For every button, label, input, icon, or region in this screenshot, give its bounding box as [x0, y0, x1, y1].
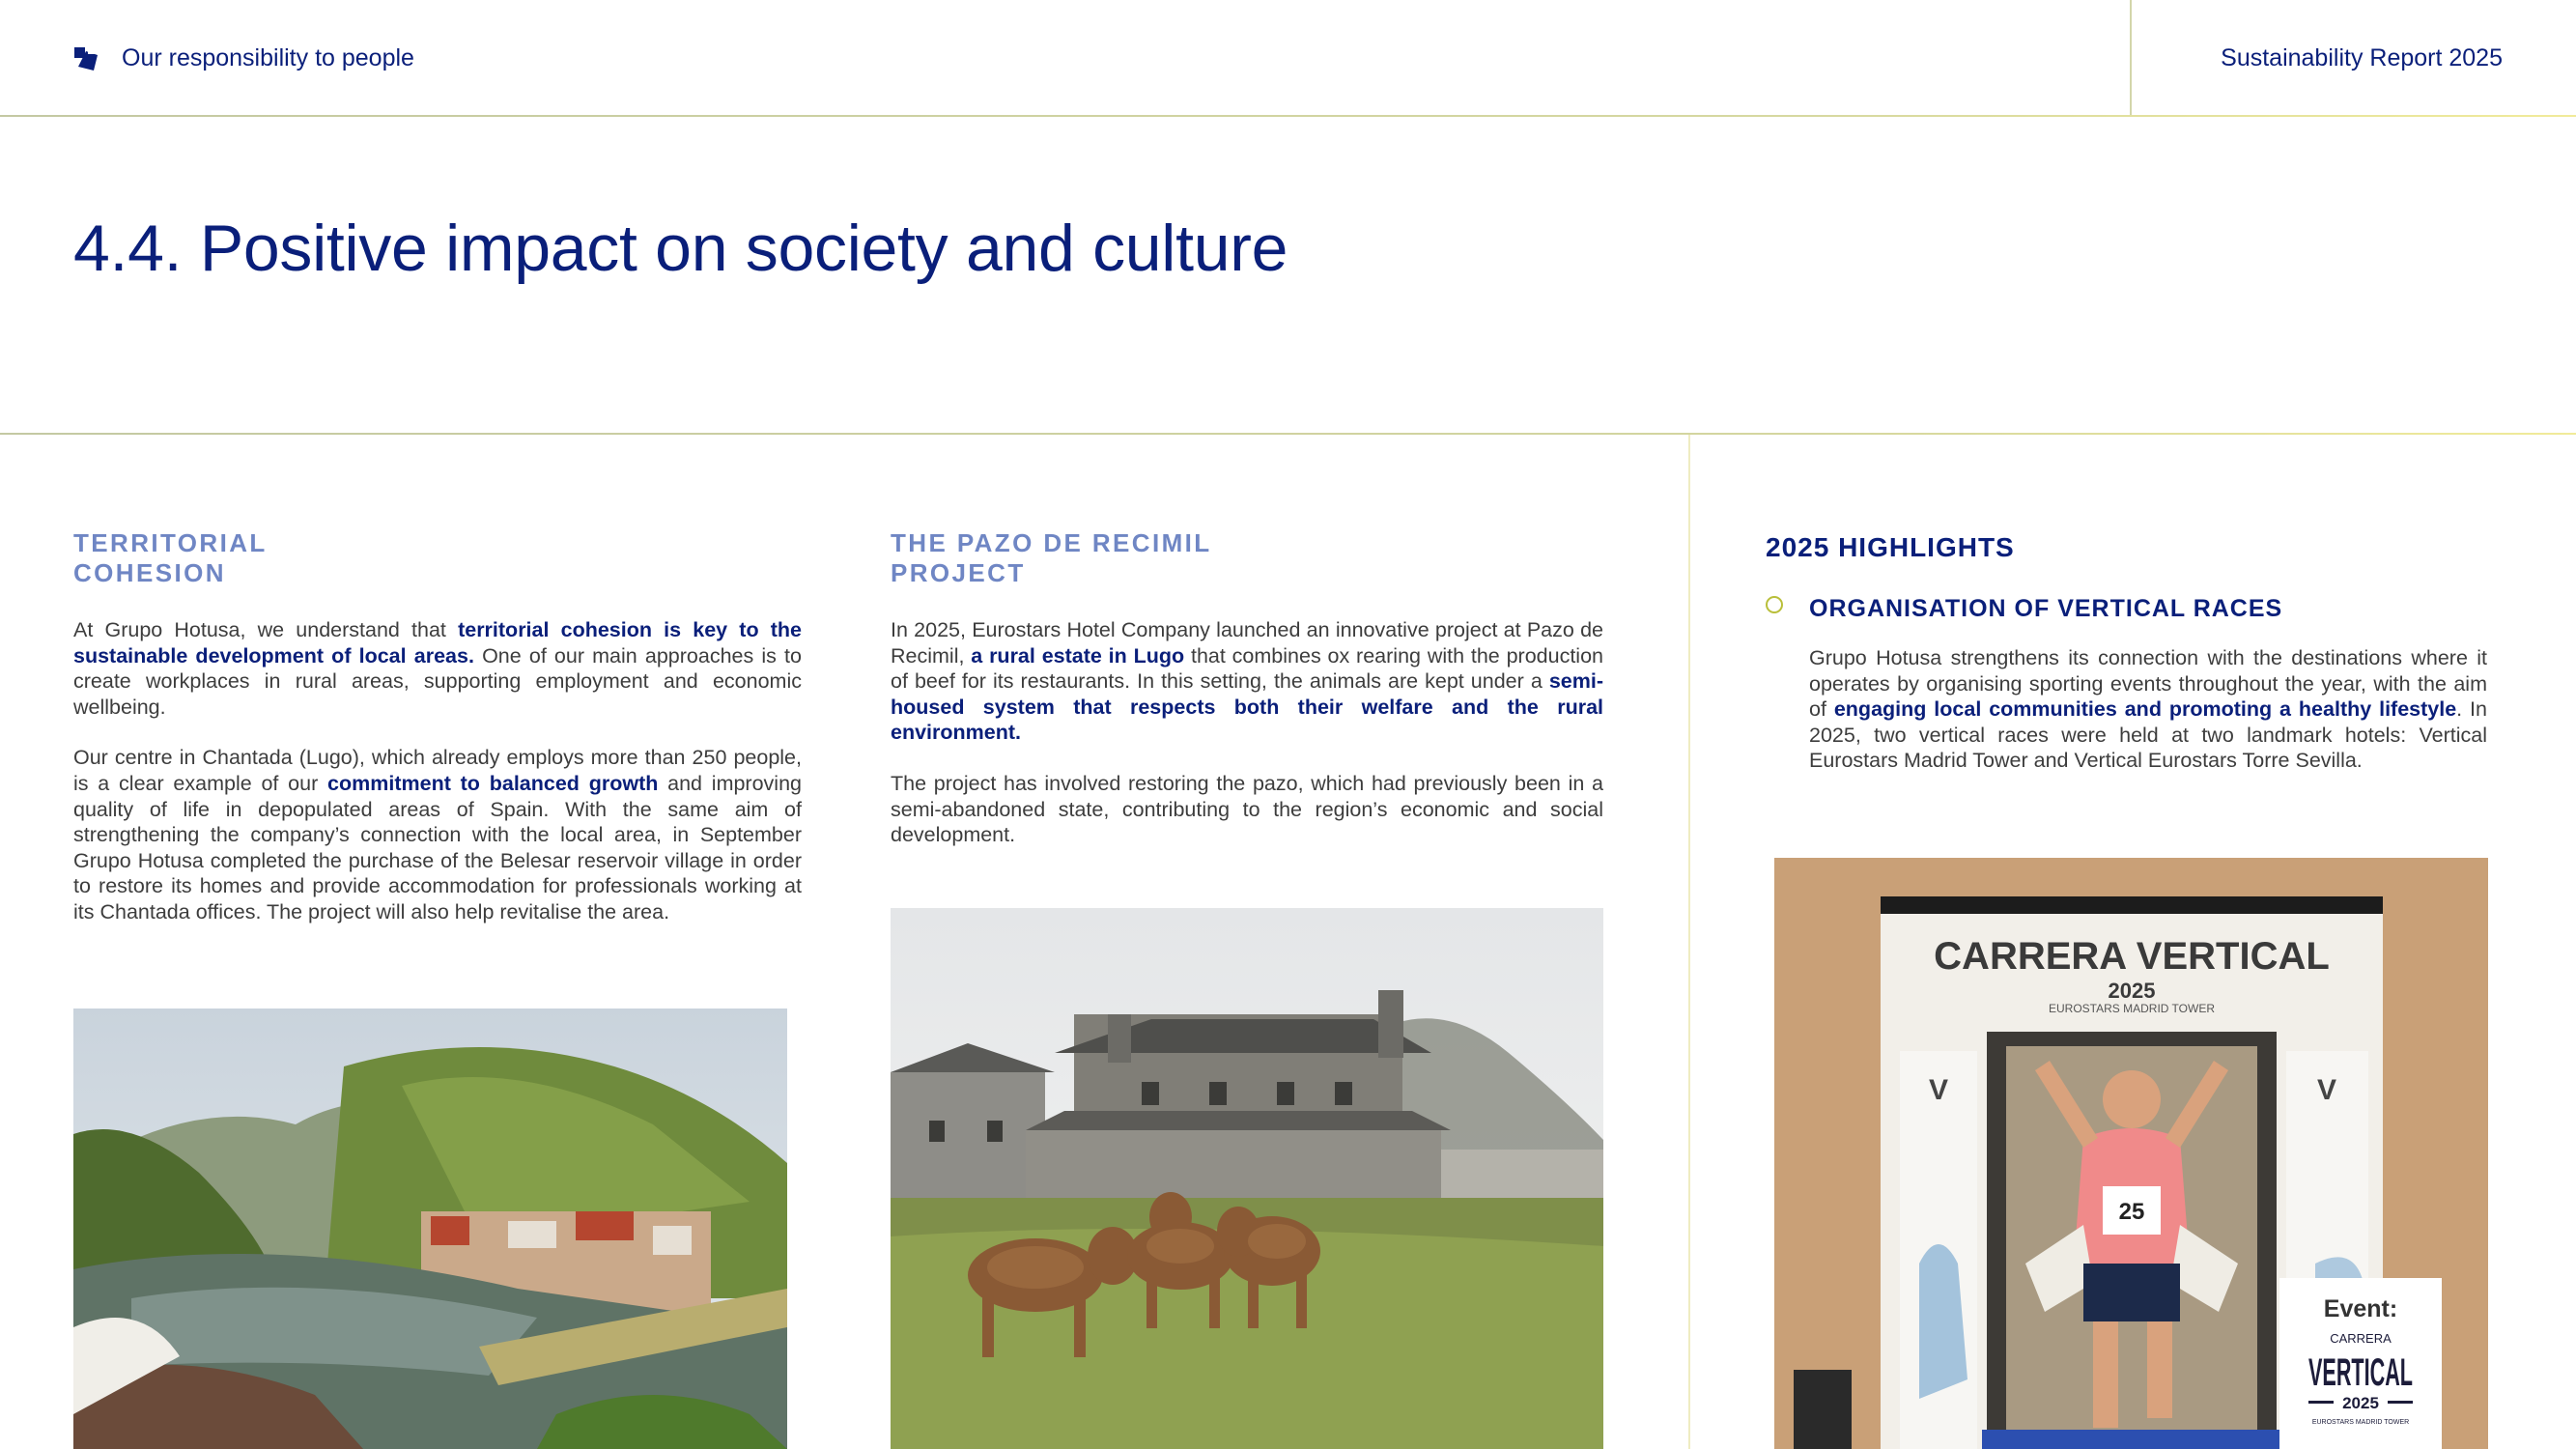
pazo-recimil-section [891, 528, 1603, 873]
highlight-text: commitment to balanced growth [327, 771, 659, 795]
pazo-heading [891, 528, 1603, 588]
header-divider [2130, 0, 2132, 116]
event-logo-year: 2025 [2342, 1394, 2379, 1412]
svg-text:V: V [2316, 1074, 2337, 1106]
title-rule [0, 433, 2576, 435]
highlights-title: 2025 HIGHLIGHTS [1766, 532, 2015, 562]
page-title: 4.4. Positive impact on society and culture [73, 212, 1288, 285]
vertical-race-logo [2303, 1329, 2419, 1435]
territorial-heading-line1: TERRITORIAL [73, 528, 268, 557]
text-run: Our centre in Chantada (Lugo), which already employs more than 250 people, is a clear example of our [73, 746, 802, 795]
event-card [2279, 1278, 2442, 1449]
report-title: Sustainability Report 2025 [2221, 44, 2503, 71]
territorial-paragraph-2 [73, 745, 802, 924]
bullet-circle-icon [1766, 596, 1783, 613]
highlight-text: semi-housed system that respects both their welfare and the rural environment. [891, 669, 1603, 745]
pazo-cows-photo [891, 908, 1603, 1449]
event-logo-bottom: EUROSTARS MADRID TOWER [2311, 1419, 2410, 1426]
territorial-cohesion-section [73, 528, 802, 951]
highlight-text: territorial cohesion is key to the sustainable development of local areas. [73, 618, 803, 668]
highlight-text: engaging local communities and promoting a healthy lifestyle [1833, 697, 2457, 722]
column-divider [1688, 435, 1690, 1449]
river-village-photo [73, 1009, 787, 1449]
brand-logo-icon [73, 46, 99, 71]
pazo-heading-line1: THE PAZO DE RECIMIL [891, 528, 1212, 557]
territorial-paragraph-1 [73, 617, 802, 720]
header-rule [0, 115, 2576, 117]
text-run: that combines ox rearing with the production of beef for its restaurants. In this setting, the animals are kept under a [891, 643, 1604, 694]
text-run: and improving quality of life in depopulated areas of Spain. With the same aim of strengthening the company’s connection with the local area, in September Grupo Hotusa completed the purchase of the Belesar reservoir village in order to restore its homes and provide accommodation for professionals working at its Chantada offices. The project will also help revitalise the area. [73, 771, 802, 923]
svg-text:V: V [1928, 1074, 1949, 1106]
event-label: Event: [2323, 1295, 2398, 1322]
highlight-item-body [1809, 645, 2487, 774]
race-sign-year: 2025 [2108, 979, 2156, 1003]
event-logo-top: CARRERA [2330, 1331, 2392, 1346]
pazo-paragraph-2: The project has involved restoring the pazo, which had previously been in a semi-abandoned state, contributing to the region’s economic and social development. [891, 771, 1603, 847]
race-sign-title: CARRERA VERTICAL [1934, 935, 2330, 978]
race-sign-hotel: EUROSTARS MADRID TOWER [2048, 1002, 2216, 1015]
text-run: At Grupo Hotusa, we understand that [73, 618, 459, 641]
text-run: Grupo Hotusa strengthens its connection with the destinations where it operates by organising sporting events throughout the year, with the aim of [1809, 646, 2487, 722]
event-logo-main: VERTICAL [2308, 1351, 2413, 1394]
runner-bib-number: 25 [2118, 1199, 2145, 1225]
text-run: One of our main approaches is to create workplaces in rural areas, supporting employment and economic wellbeing. [73, 643, 802, 719]
text-run: . In 2025, two vertical races were held at two landmark hotels: Vertical Eurostars Madrid Tower and Vertical Eurostars Torre Sevilla. [1809, 697, 2487, 773]
highlight-item-title: ORGANISATION OF VERTICAL RACES [1809, 595, 2283, 622]
section-label: Our responsibility to people [122, 44, 414, 71]
territorial-heading [73, 528, 802, 588]
pazo-heading-line2: PROJECT [891, 558, 1026, 587]
text-run: In 2025, Eurostars Hotel Company launched an innovative project at Pazo de Recimil, [891, 618, 1603, 668]
pazo-paragraph-1 [891, 617, 1603, 746]
highlight-text: a rural estate in Lugo [971, 643, 1185, 668]
territorial-heading-line2: COHESION [73, 558, 226, 587]
